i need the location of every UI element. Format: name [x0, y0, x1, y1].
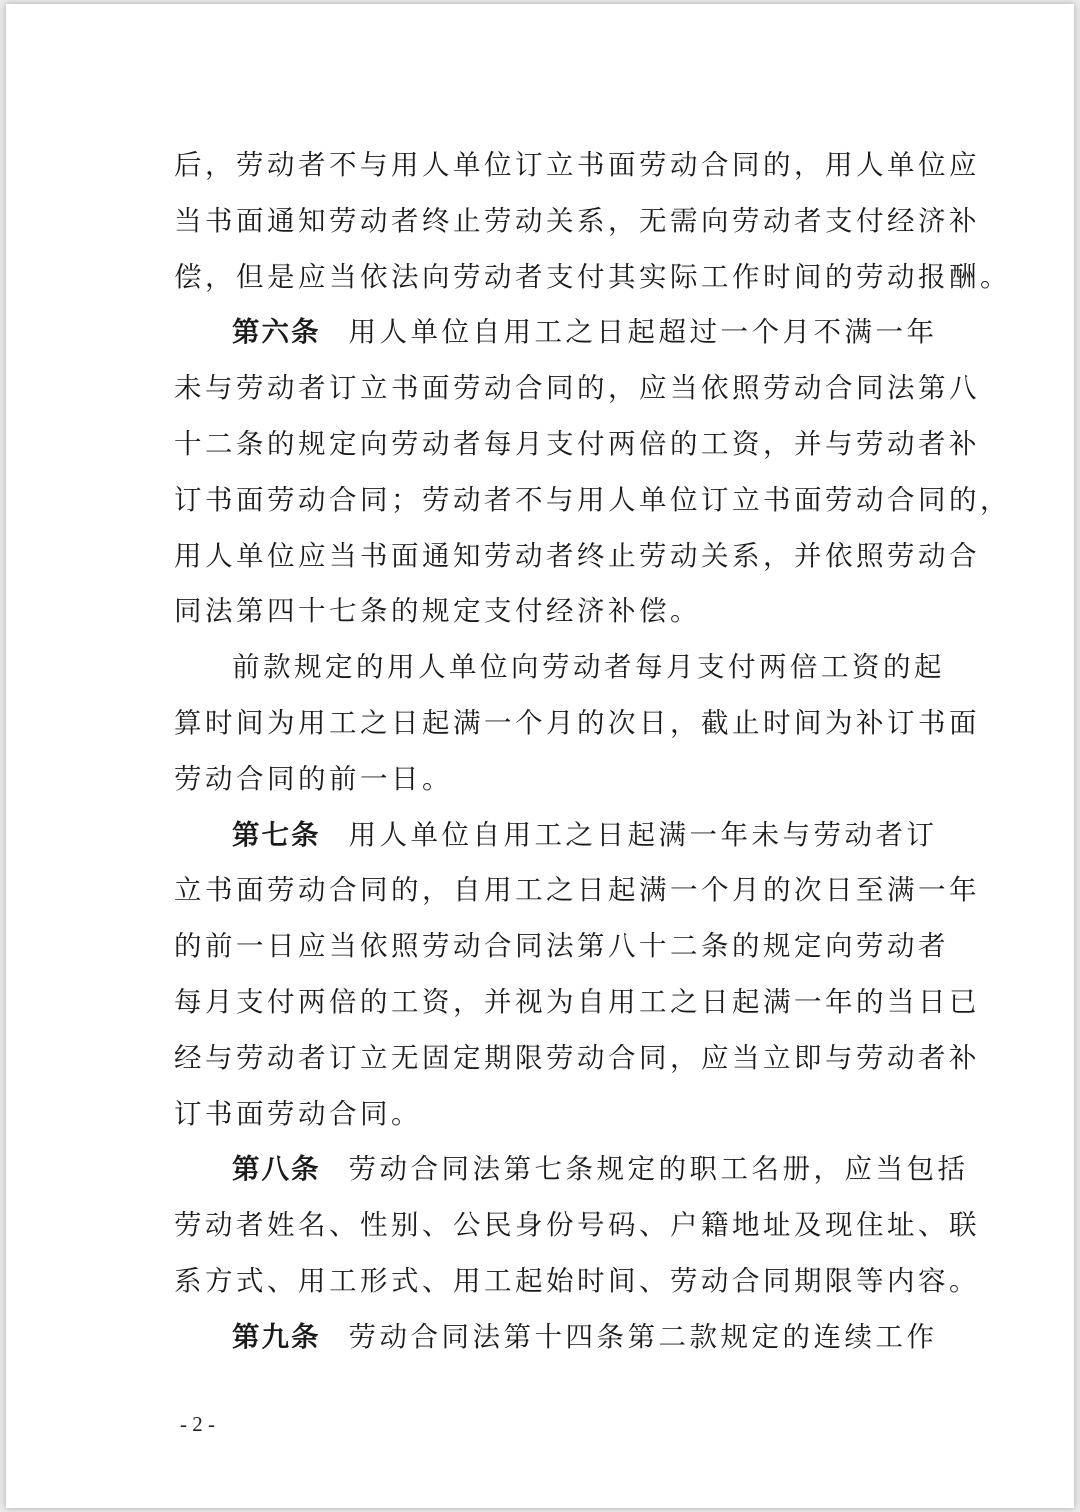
- text-line: 用人单位自用工之日起满一年未与劳动者订: [348, 818, 938, 851]
- text-line: 立书面劳动合同的，自用工之日起满一个月的次日至满一年: [174, 874, 980, 907]
- text-line: 每月支付两倍的工资，并视为自用工之日起满一年的当日已: [174, 985, 980, 1018]
- article-9-heading-line: [174, 1310, 938, 1366]
- text-line: 偿，但是应当依法向劳动者支付其实际工作时间的劳动报酬。: [174, 260, 1011, 293]
- text-line: 的前一日应当依照劳动合同法第八十二条的规定向劳动者: [174, 930, 949, 963]
- text-line: 当书面通知劳动者终止劳动关系，无需向劳动者支付经济补: [174, 204, 980, 237]
- article-7-label: 第七条: [232, 818, 321, 851]
- article-8-label: 第八条: [232, 1153, 321, 1186]
- text-line: 未与劳动者订立书面劳动合同的，应当依照劳动合同法第八: [174, 372, 980, 405]
- text-line: 用人单位应当书面通知劳动者终止劳动关系，并依照劳动合: [174, 539, 980, 572]
- text-line: 后，劳动者不与用人单位订立书面劳动合同的，用人单位应: [174, 149, 980, 181]
- text-line: 系方式、用工形式、用工起始时间、劳动合同期限等内容。: [174, 1264, 980, 1297]
- text-line: 经与劳动者订立无固定期限劳动合同，应当立即与劳动者补: [174, 1041, 980, 1074]
- text-line: 同法第四十七条的规定支付经济补偿。: [174, 595, 701, 628]
- text-line: 前款规定的用人单位向劳动者每月支付两倍工资的起: [232, 651, 945, 684]
- text-line: 劳动合同的前一日。: [174, 762, 453, 795]
- text-line: 用人单位自用工之日起超过一个月不满一年: [348, 316, 938, 349]
- text-line: 订书面劳动合同；劳动者不与用人单位订立书面劳动合同的，: [174, 483, 1011, 516]
- article-9-label: 第九条: [232, 1320, 321, 1353]
- text-line: 算时间为用工之日起满一个月的次日，截止时间为补订书面: [174, 706, 980, 739]
- text-line: 劳动者姓名、性别、公民身份号码、户籍地址及现住址、联: [174, 1209, 980, 1242]
- article-7-heading-line: [174, 808, 938, 864]
- text-line: 十二条的规定向劳动者每月支付两倍的工资，并与劳动者补: [174, 427, 980, 460]
- text-line: 订书面劳动合同。: [174, 1097, 422, 1130]
- article-6-heading-line: [174, 305, 938, 361]
- text-line: 劳动合同法第十四条第二款规定的连续工作: [348, 1320, 938, 1353]
- page-number: - 2 -: [180, 1412, 215, 1436]
- text-line: 劳动合同法第七条规定的职工名册，应当包括: [348, 1153, 969, 1186]
- article-6-label: 第六条: [232, 316, 321, 349]
- document-body: [174, 138, 1011, 1366]
- article-8-heading-line: [174, 1142, 969, 1198]
- document-page: [6, 4, 1074, 1508]
